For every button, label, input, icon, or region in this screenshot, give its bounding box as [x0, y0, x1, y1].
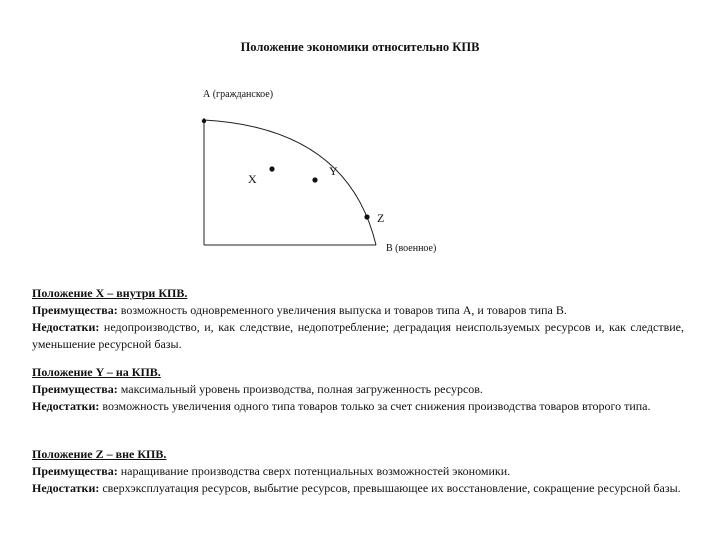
- advantages-label: Преимущества:: [32, 303, 118, 317]
- section-z-heading: Положение Z – вне КПВ.: [32, 447, 167, 461]
- curve-start-dot: [202, 119, 206, 123]
- section-y-disadvantages: [32, 398, 684, 415]
- advantages-text: наращивание производства сверх потенциальных возможностей экономики.: [117, 464, 511, 478]
- section-x-heading: Положение X – внутри КПВ.: [32, 286, 188, 300]
- section-x-advantages: [32, 302, 684, 319]
- point-y-dot: [312, 177, 317, 182]
- advantages-text: возможность одновременного увеличения выпуска и товаров типа А, и товаров типа В.: [117, 303, 567, 317]
- disadvantages-text: возможность увеличения одного типа товаров только за счет снижения производства товаров второго типа.: [99, 399, 651, 413]
- section-y-heading: Положение Y – на КПВ.: [32, 365, 161, 379]
- point-x-dot: [269, 166, 274, 171]
- ppf-curve: [204, 120, 376, 245]
- section-z-advantages: [32, 463, 684, 480]
- disadvantages-label: Недостатки:: [32, 481, 100, 495]
- disadvantages-text: недопроизводство, и, как следствие, недопотребление; деградация неиспользуемых ресурсов и, как следствие, уменьшение ресурсной базы.: [32, 320, 684, 351]
- disadvantages-label: Недостатки:: [32, 320, 100, 334]
- page-title: Положение экономики относительно КПВ: [240, 40, 480, 54]
- point-x-label: X: [248, 172, 257, 186]
- point-y-label: Y: [329, 164, 338, 178]
- advantages-label: Преимущества:: [32, 464, 118, 478]
- disadvantages-label: Недостатки:: [32, 399, 100, 413]
- section-y: [32, 364, 684, 415]
- section-y-advantages: [32, 381, 684, 398]
- point-z-label: Z: [377, 211, 385, 225]
- y-axis-label: А (гражданское): [203, 89, 274, 100]
- disadvantages-text: сверхэксплуатация ресурсов, выбытие ресурсов, превышающее их восстановление, сокращение ресурсной базы.: [99, 481, 681, 495]
- x-axis-label: В (военное): [386, 243, 437, 254]
- section-z: [32, 446, 684, 497]
- advantages-label: Преимущества:: [32, 382, 118, 396]
- section-z-disadvantages: [32, 480, 684, 497]
- point-z-dot: [364, 214, 369, 219]
- section-x-disadvantages: [32, 319, 684, 353]
- advantages-text: максимальный уровень производства, полная загруженность ресурсов.: [117, 382, 483, 396]
- section-x: [32, 285, 684, 353]
